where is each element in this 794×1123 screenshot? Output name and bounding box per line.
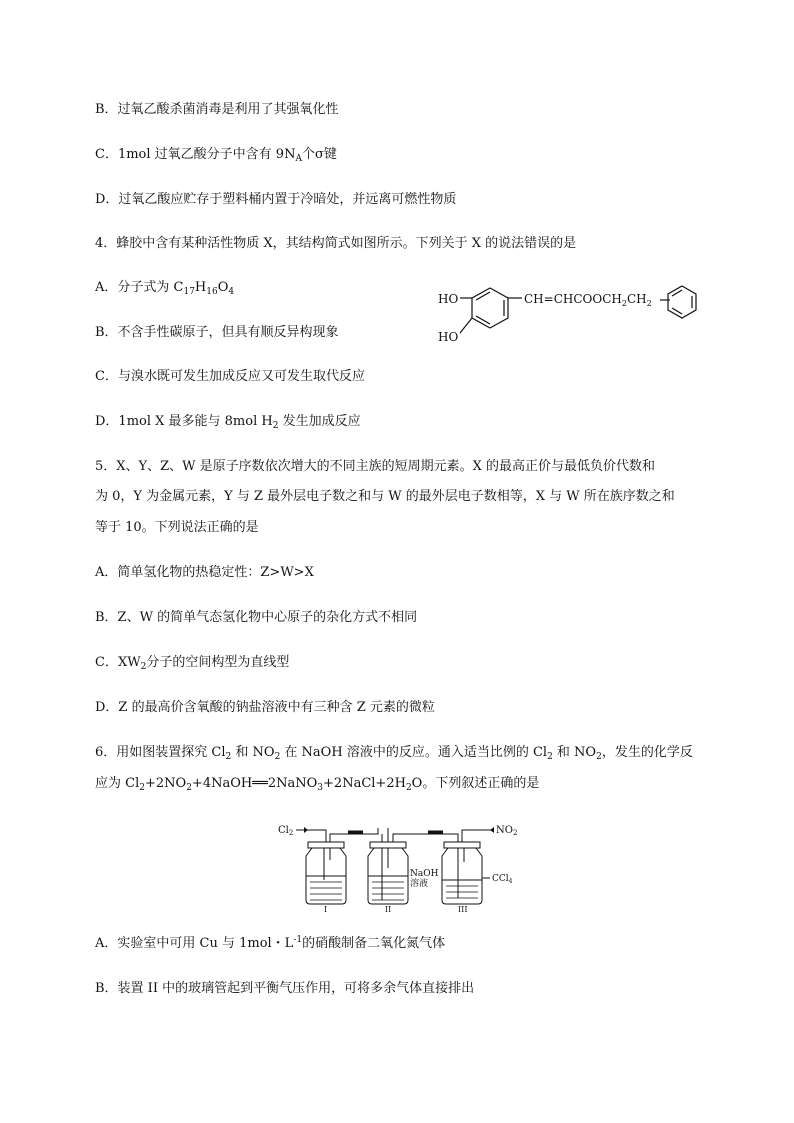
q5-stem-line3: 等于 10。下列说法正确的是 <box>95 520 259 535</box>
q4-stem: 4．蜂胶中含有某种活性物质 X，其结构简式如图所示。下列关于 X 的说法错误的是 <box>95 236 577 251</box>
q5-stem-line1: 5．X、Y、Z、W 是原子序数依次增大的不同主族的短周期元素。X 的最高正价与最低负价代数和 <box>95 459 656 474</box>
q3-option-b: B．过氧乙酸杀菌消毒是利用了其强氧化性 <box>95 102 339 117</box>
cl2-inlet-label: $Cl_2$ <box>278 825 294 837</box>
naoh-label: NaOH <box>410 869 439 879</box>
q5-option-b: B．Z、W 的简单气态氢化物中心原子的杂化方式不相同 <box>95 610 418 625</box>
structure-formula-x <box>438 276 700 352</box>
q5-stem-line2: 为 0，Y 为金属元素，Y 与 Z 最外层电子数之和与 W 的最外层电子数相等，X 与 W 所在族序数之和 <box>95 489 675 504</box>
q5-option-a: A．简单氢化物的热稳定性：Z>W>X <box>95 565 314 580</box>
q4-option-c: C．与溴水既可发生加成反应又可发生取代反应 <box>95 369 365 384</box>
hydroxyl-label-1: HO <box>438 292 459 306</box>
q4-option-a: A．分子式为 $C_{17}H_{16}O_4$ <box>95 280 235 297</box>
hydroxyl-label-2: HO <box>438 330 459 344</box>
side-chain-label: $CH=CHCOOCH_2CH_2$ <box>524 292 652 308</box>
no2-inlet-label: $NO_2$ <box>496 825 518 837</box>
q6-option-a: A．实验室中可用 Cu 与 1mol・$L^{-1}$的硝酸制备二氧化氮气体 <box>95 935 446 951</box>
q5-option-d: D．Z 的最高价含氧酸的钠盐溶液中有三种含 Z 元素的微粒 <box>95 700 435 715</box>
solution-label: 溶液 <box>410 879 429 889</box>
bottle-label-2: II <box>385 905 392 912</box>
q6-option-b: B．装置 II 中的玻璃管起到平衡气压作用，可将多余气体直接排出 <box>95 981 475 996</box>
bottle-label-3: III <box>458 905 468 912</box>
experiment-apparatus-diagram <box>278 820 540 912</box>
q3-option-c: C．1mol 过氧乙酸分子中含有 $9N_A$个σ键 <box>95 147 337 164</box>
q3-option-d: D．过氧乙酸应贮存于塑料桶内置于冷暗处，并远离可燃性物质 <box>95 192 457 207</box>
q5-option-c: C．$XW_2$分子的空间构型为直线型 <box>95 655 290 672</box>
ccl4-label: CCl$_4$ <box>492 874 513 885</box>
bottle-label-1: I <box>324 905 328 912</box>
q6-stem-line2: 应为 $Cl_2+2NO_2+4NaOH══2NaNO_3+2NaCl+2H_2O$。下列叙述正确的是 <box>95 776 540 793</box>
q6-stem-line1: 6．用如图装置探究 $Cl_2$ 和 $NO_2$ 在 NaOH 溶液中的反应。通入适当比例的 $Cl_2$ 和 $NO_2$，发生的化学反 <box>95 745 693 762</box>
q4-option-b: B．不含手性碳原子，但具有顺反异构现象 <box>95 325 339 340</box>
q4-option-d: D．1mol X 最多能与 8mol $H_2$ 发生加成反应 <box>95 414 361 431</box>
